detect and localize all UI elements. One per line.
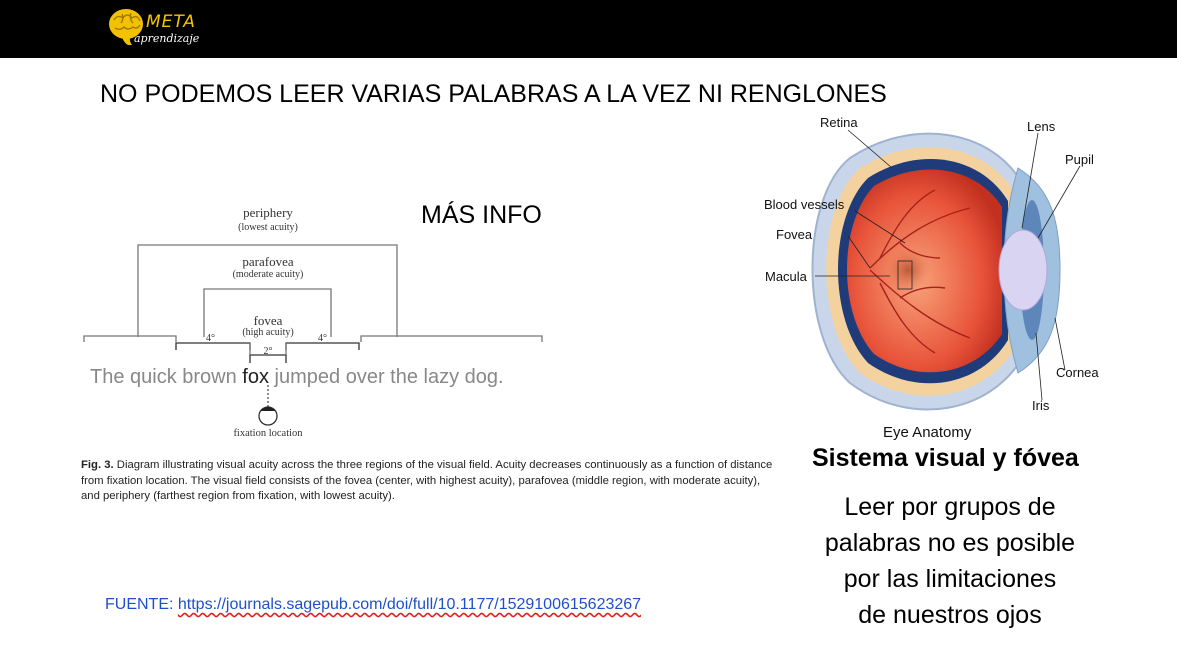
- body-line-1: Leer por grupos de: [844, 493, 1056, 521]
- sentence-right: jumped over the lazy dog.: [268, 366, 504, 388]
- lens-shape: [999, 230, 1047, 310]
- logo: [104, 2, 214, 50]
- label-iris: Iris: [1032, 398, 1050, 413]
- demo-sentence: [90, 366, 504, 388]
- fovea-sub-label: (high acuity): [242, 327, 294, 338]
- slide-headline: NO PODEMOS LEER VARIAS PALABRAS A LA VEZ NI RENGLONES: [100, 80, 887, 108]
- logo-subtitle: aprendizaje: [134, 32, 200, 45]
- figure-caption: [81, 458, 781, 505]
- center-degree-label: 2°: [263, 346, 273, 357]
- label-pupil: Pupil: [1065, 152, 1094, 167]
- periphery-label: periphery: [243, 205, 293, 220]
- periphery-sub-label: (lowest acuity): [238, 222, 298, 233]
- more-info-link[interactable]: MÁS INFO: [421, 201, 542, 229]
- top-bar: [0, 0, 1177, 58]
- caption-text: Diagram illustrating visual acuity across the three regions of the visual field. Acuity decreases continuously as a function of distance from fixation location. The visual field consists of the fovea (center, with highest acuity), parafovea (middle region, with moderate acuity), and periphery (farthest region from fixation, with lowest acuity).: [81, 459, 773, 502]
- right-parafovea-range: [286, 343, 359, 350]
- body-line-2: palabras no es posible: [824, 529, 1076, 557]
- label-retina: Retina: [820, 115, 858, 130]
- parafovea-sub-label: (moderate acuity): [232, 269, 304, 280]
- right-degree-label: 4°: [318, 333, 327, 344]
- source-link[interactable]: https://journals.sagepub.com/doi/full/10.1177/1529100615623267: [177, 596, 642, 613]
- eye-anatomy-diagram: [760, 108, 1105, 423]
- left-periphery-range: [84, 336, 176, 342]
- macula-region: [886, 248, 930, 292]
- sentence-left: The quick brown: [90, 366, 243, 388]
- label-lens: Lens: [1027, 119, 1056, 134]
- eye-diagram-caption: Eye Anatomy: [883, 424, 972, 441]
- eye-icon: [259, 407, 277, 425]
- fixation-label: fixation location: [233, 428, 303, 439]
- label-fovea: Fovea: [776, 227, 813, 242]
- logo-title: META: [146, 12, 196, 32]
- visual-field-diagram: [80, 195, 550, 445]
- source-citation: [105, 596, 641, 614]
- label-macula: Macula: [765, 269, 807, 284]
- left-degree-label: 4°: [206, 333, 215, 344]
- fovea-label: fovea: [253, 313, 283, 328]
- right-panel-title: Sistema visual y fóvea: [812, 444, 1079, 472]
- sentence-focus: fox: [242, 366, 269, 388]
- source-prefix: FUENTE:: [105, 596, 178, 613]
- left-parafovea-range: [176, 343, 250, 350]
- label-blood-vessels: Blood vessels: [764, 197, 845, 212]
- caption-label: Fig. 3.: [81, 459, 114, 471]
- parafovea-label: parafovea: [242, 254, 294, 269]
- right-periphery-range: [361, 336, 542, 342]
- right-panel-body: [805, 489, 1095, 633]
- body-line-4: de nuestros ojos: [858, 601, 1042, 629]
- body-line-3: por las limitaciones: [843, 565, 1057, 593]
- label-cornea: Cornea: [1056, 365, 1099, 380]
